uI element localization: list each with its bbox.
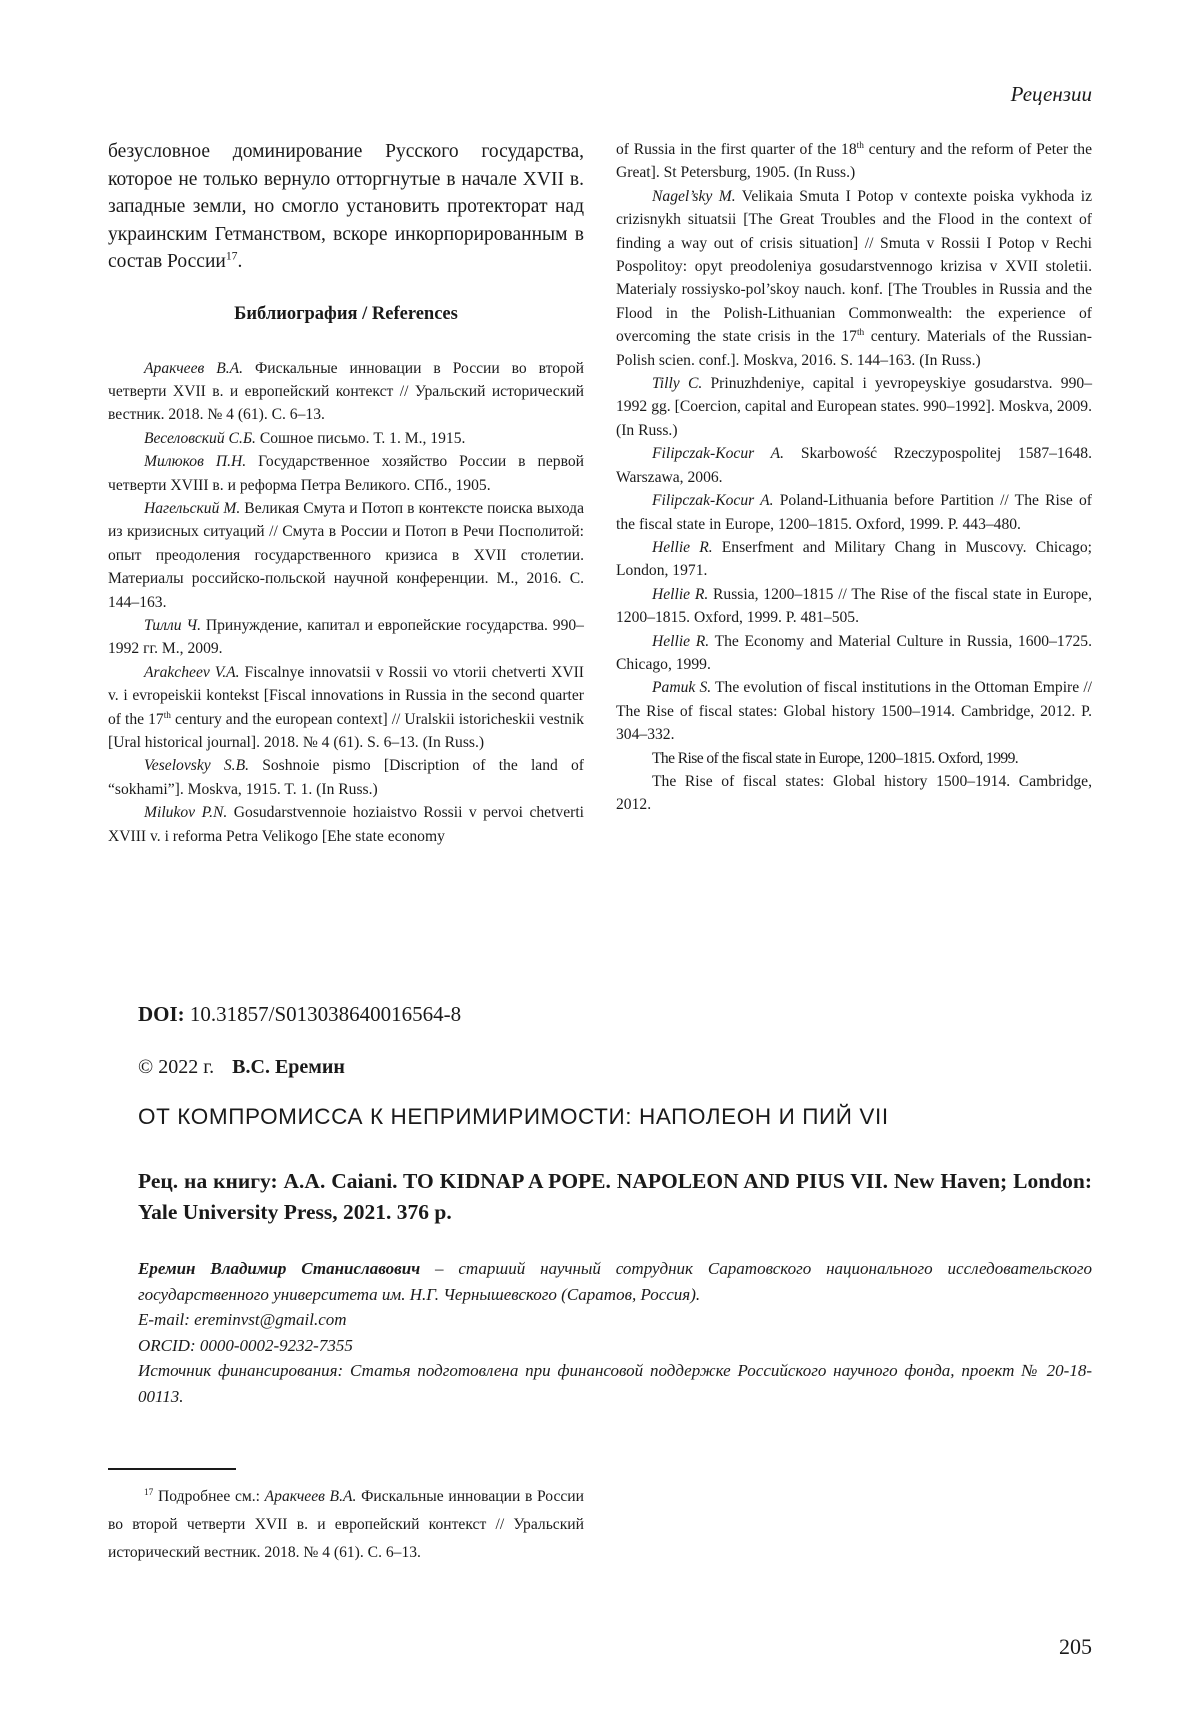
reference-text: Soshnoie pismo [Discription of the land of “sokhami”]. Moskva, 1915. T. 1. (In Russ.) xyxy=(108,757,584,798)
page-number: 205 xyxy=(1059,1634,1092,1659)
reference-item xyxy=(616,442,1092,489)
ordinal-suffix: th xyxy=(856,140,864,151)
reference-item xyxy=(108,801,584,848)
reference-item xyxy=(616,770,1092,817)
reference-text-continued: century. Materials of the Russian-Polish scien. conf.]. Moskva, 2016. S. 144–163. (In Russ.) xyxy=(616,328,1092,369)
reference-text-continued: century and the european context] // Uralskii istoricheskii vestnik [Ural historical journal]. 2018. № 4 (61). S. 6–13. (In Russ.) xyxy=(108,710,584,751)
reference-author: Hellie R. xyxy=(652,632,710,650)
reference-text: Poland-Lithuania before Partition // The Rise of the fiscal state in Europe, 1200–1815. Oxford, 1999. P. 443–480. xyxy=(616,492,1092,533)
body-paragraph xyxy=(108,138,584,276)
reference-text: The Rise of fiscal states: Global history 1500–1914. Cambridge, 2012. xyxy=(616,772,1092,814)
doi-value[interactable]: 10.31857/S013038640016564-8 xyxy=(184,1002,462,1026)
article-author: В.С. Еремин xyxy=(232,1056,345,1078)
footnote-divider xyxy=(108,1468,236,1470)
reference-author: Filipczak-Kocur A. xyxy=(652,492,774,510)
footnote-text: Фискальные инновации в России во второй четверти XVII в. и европейский контекст // Уральский исторический вестник. 2018. № 4 (61). С. 6–13. xyxy=(108,1488,584,1561)
copyright-year: © 2022 г. xyxy=(138,1056,215,1078)
reference-item xyxy=(616,489,1092,536)
reference-text-continued: century and the reform of Peter the Great]. St Petersburg, 1905. (In Russ.) xyxy=(616,141,1092,182)
reference-author: Нагельский М. xyxy=(144,499,241,517)
reference-text: Velikaia Smuta I Potop v contexte poiska vykhoda iz crizisnykh situatsii [The Great Troubles and the Flood in the context of finding a way out of crisis situation] // Smuta v Rossii I Potop v Rechi Pospolitoy: opyt preodoleniya gosudarstvennogo krizisa v XVII stoletii. Materialy rossiysko-pol’skoy nauch. konf. [The Troubles in Russia and the Flood in the Polish-Lithuanian Commonwealth: the experience of overcoming the state crisis in the 17 xyxy=(616,187,1092,346)
reference-text: Skarbowość Rzeczypospolitej 1587–1648. Warszawa, 2006. xyxy=(616,445,1092,486)
reference-author: Milukov P.N. xyxy=(144,804,228,822)
reference-item xyxy=(108,614,584,661)
reference-author: Аракчеев В.А. xyxy=(144,359,244,377)
left-column xyxy=(108,138,584,848)
reference-author: Pamuk S. xyxy=(652,679,712,697)
footnote-reference[interactable]: 17 xyxy=(225,249,238,263)
ordinal-suffix: th xyxy=(163,710,171,721)
reference-author: Hellie R. xyxy=(652,585,709,603)
right-column xyxy=(616,138,1092,817)
reference-text: Сошное письмо. Т. 1. М., 1915. xyxy=(255,429,466,447)
reference-author: Tilly C. xyxy=(652,375,703,393)
reference-text: of Russia in the first quarter of the 18 xyxy=(616,141,857,158)
doi-label: DOI: xyxy=(138,1002,185,1026)
copyright-line xyxy=(138,1056,345,1079)
body-text-end: . xyxy=(237,251,243,272)
reference-author: Nagel’sky M. xyxy=(652,187,736,205)
running-head: Рецензии xyxy=(1010,82,1092,106)
reference-text: The evolution of fiscal institutions in the Ottoman Empire // The Rise of fiscal states: Global history 1500–1914. Cambridge, 2012. P. 304–332. xyxy=(616,679,1092,744)
footnote-intro: Подробнее см.: xyxy=(153,1488,265,1505)
reference-item xyxy=(108,754,584,801)
reference-item xyxy=(108,357,584,427)
footnote xyxy=(108,1483,584,1567)
reference-text: Великая Смута и Потоп в контексте поиска выхода из кризисных ситуаций // Смута в России и Потоп в Речи Посполитой: опыт преодоления государственного кризиса в XVII столетии. Материалы российско-польской научной конференции. М., 2016. С. 144–163. xyxy=(108,499,584,611)
reference-author: Veselovsky S.B. xyxy=(144,757,249,775)
author-full-name: Еремин Владимир Станиславович xyxy=(138,1259,421,1278)
reference-author: Веселовский С.Б. xyxy=(144,429,256,447)
reference-item xyxy=(616,185,1092,372)
reference-item xyxy=(616,747,1092,770)
reference-text: The Economy and Material Culture in Russia, 1600–1725. Chicago, 1999. xyxy=(616,632,1092,673)
funding-statement: Источник финансирования: Статья подготовлена при финансовой поддержке Российского научного фонда, проект № 20-18-00113. xyxy=(138,1361,1092,1406)
author-info xyxy=(138,1256,1092,1409)
reference-author: Тилли Ч. xyxy=(144,616,201,634)
reference-author: Filipczak-Kocur A. xyxy=(652,445,785,463)
reference-item xyxy=(616,536,1092,583)
reference-author: Hellie R. xyxy=(652,538,713,556)
reference-author: Милюков П.Н. xyxy=(144,453,247,471)
bibliography-heading: Библиография / References xyxy=(234,303,458,324)
reference-item xyxy=(108,450,584,497)
reference-item xyxy=(616,630,1092,677)
reference-text: Enserfment and Military Chang in Muscovy. Chicago; London, 1971. xyxy=(616,538,1092,580)
reference-text: The Rise of the fiscal state in Europe, 1200–1815. Oxford, 1999. xyxy=(652,749,1019,767)
reference-item xyxy=(108,427,584,450)
author-orcid[interactable]: ORCID: 0000-0002-9232-7355 xyxy=(138,1335,353,1355)
footnote-author: Аракчеев В.А. xyxy=(264,1488,357,1505)
reference-text: Russia, 1200–1815 // The Rise of the fiscal state in Europe, 1200–1815. Oxford, 1999. P. 481–505. xyxy=(616,585,1092,627)
reference-item xyxy=(616,676,1092,746)
reference-item-continued xyxy=(616,138,1092,185)
reference-text: Gosudarstvennoie hoziaistvo Rossii v pervoi chetverti XVIII v. i reforma Petra Velikogo [Ehe state economy xyxy=(108,804,585,845)
reference-item xyxy=(108,661,584,755)
reference-item xyxy=(616,372,1092,442)
reference-item xyxy=(616,583,1092,630)
ordinal-suffix: th xyxy=(856,328,865,339)
reference-text: Принуждение, капитал и европейские государства. 990–1992 гг. М., 2009. xyxy=(108,616,584,658)
affiliation-text: – старший научный сотрудник Саратовского национального исследовательского государственного университета им. Н.Г. Чернышевского (Саратов, Россия). xyxy=(138,1259,1092,1304)
reference-text: Prinuzhdeniye, capital i yevropeyskiye gosudarstva. 990–1992 gg. [Coercion, capital and European states. 990–1992]. Moskva, 2009. (In Russ.) xyxy=(616,375,1092,439)
body-text: безусловное доминирование Русского государства, которое не только вернуло отторгнутые в начале XVII в. западные земли, но смогло установить протекторат над украинским Гетманством, вскоре инкорпорированным в состав России xyxy=(108,141,584,272)
article-title: ОТ КОМПРОМИССА К НЕПРИМИРИМОСТИ: НАПОЛЕОН И ПИЙ VII xyxy=(138,1104,889,1129)
footnote-number: 17 xyxy=(144,1487,154,1498)
author-affiliation xyxy=(138,1256,1092,1307)
reference-author: Arakcheev V.A. xyxy=(144,663,240,681)
reference-text: Государственное хозяйство России в первой четверти XVIII в. и реформа Петра Великого. СПб., 1905. xyxy=(108,453,584,494)
reference-text: Фискальные инновации в России во второй четверти XVII в. и европейский контекст // Уральский исторический вестник. 2018. № 4 (61). С. 6–13. xyxy=(108,359,584,424)
doi-line xyxy=(138,1002,461,1027)
reference-item xyxy=(108,497,584,614)
reviewed-book: Рец. на книгу: A.A. Caiani. TO KIDNAP A POPE. NAPOLEON AND PIUS VII. New Haven; London: Yale University Press, 2021. 376 p. xyxy=(138,1169,1092,1224)
reference-text: Fiscalnye innovatsii v Rossii vo vtorii chetverti XVII v. i evropeiskii kontekst [Fiscal innovations in Russia in the second quarter of the 17 xyxy=(108,663,584,728)
author-email[interactable]: E-mail: ereminvst@gmail.com xyxy=(138,1310,347,1329)
